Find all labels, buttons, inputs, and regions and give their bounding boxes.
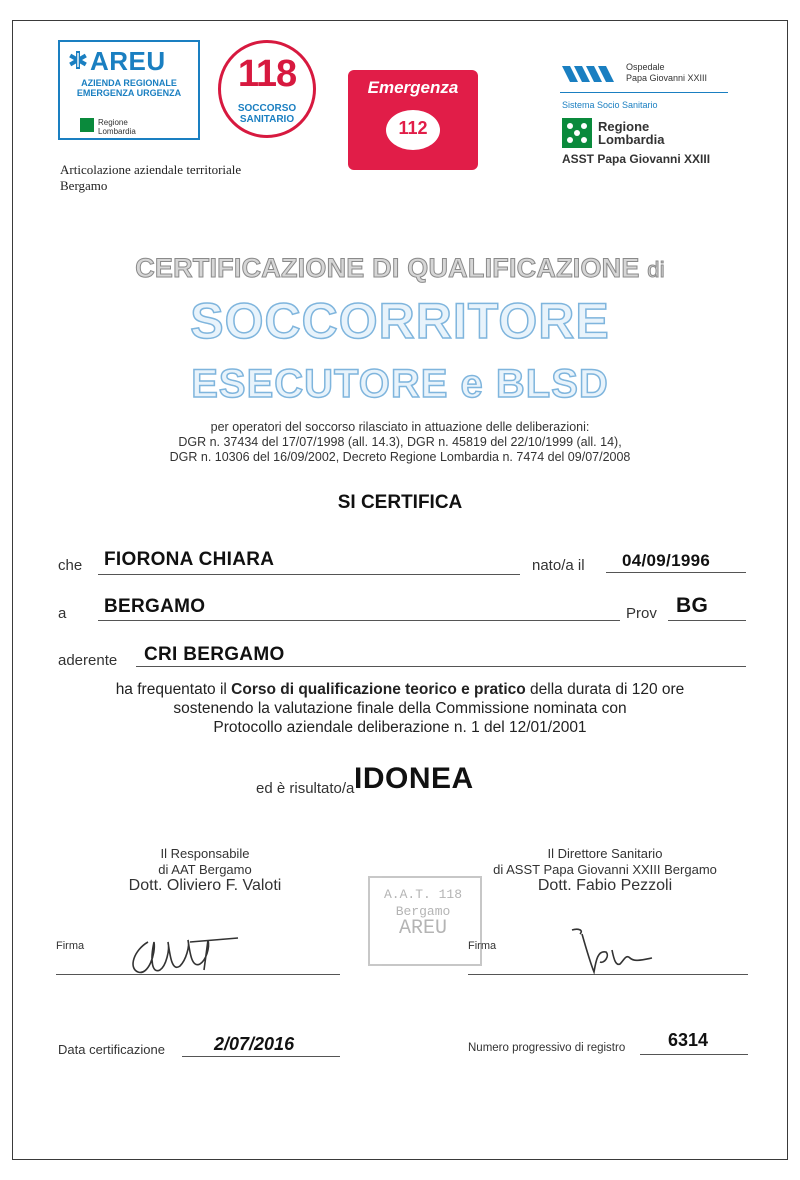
si-certifica-heading: SI CERTIFICA [337,492,463,513]
logo-118-line2: SANITARIO [239,114,295,125]
asst-label: ASST Papa Giovanni XXIII [562,152,711,166]
course-line2: sostenendo la valutazione finale della Commissione nominata con [173,700,627,717]
stamp-line1: A.A.T. 118 [383,887,462,902]
areu-logo [58,40,200,140]
areu-subtitle-line1: AZIENDA REGIONALE [81,78,177,88]
name-value: FIORONA CHIARA [104,549,275,570]
data-underline [182,1056,340,1057]
course-description [60,680,740,737]
aderente-value: CRI BERGAMO [144,644,285,665]
data-certificazione-label: Data certificazione [58,1042,165,1057]
stamp-line2: Bergamo [395,904,451,919]
ospedale-line2: Papa Giovanni XXIII [626,73,708,83]
certificate-title [0,253,800,284]
logo-118-number: 118 [237,53,297,95]
articolazione-text [60,162,241,194]
star-of-life-icon [68,50,88,70]
course-line3: Protocollo aziendale deliberazione n. 1 del 12/01/2001 [213,719,587,736]
result-value: IDONEA [354,762,474,795]
firma-label-right: Firma [468,940,497,952]
description [60,420,740,465]
emergenza-112-logo [348,70,478,170]
areu-title: AREU [90,46,166,76]
course-duration: della durata di 120 ore [525,681,685,698]
logo-118-line1: SOCCORSO [237,103,297,114]
aderente-underline [136,666,746,667]
signatory-role: Il Direttore Sanitario [547,846,663,861]
signatory-org: di AAT Bergamo [158,862,252,877]
birthdate-value: 04/09/1996 [622,551,711,570]
signatory-name: Dott. Fabio Pezzoli [537,877,673,894]
signatory-role: Il Responsabile [160,846,250,861]
title-soccorritore: SOCCORRITORE [190,293,610,349]
handwritten-signature-right [560,920,670,980]
aderente-label: aderente [58,652,118,669]
data-certificazione-value: 2/07/2016 [214,1034,295,1054]
signatory-name: Dott. Oliviero F. Valoti [128,877,282,894]
birthdate-underline [606,572,746,573]
areu-subtitle [64,78,194,98]
areu-subtitle-line2: EMERGENZA URGENZA [76,88,182,98]
official-stamp [368,876,482,966]
regione-lombardia-text [598,120,664,146]
prov-value: BG [676,594,709,617]
emergenza-title: Emergenza [367,78,459,97]
articolazione-line2: Bergamo [60,178,108,193]
nato-label: nato/a il [532,557,585,574]
birthplace-underline [98,620,620,621]
result-label: ed è risultato/a [256,780,355,797]
lombardia-line: Lombardia [598,132,665,147]
che-label: che [58,557,83,574]
description-line: DGR n. 37434 del 17/07/1998 (all. 14.3), DGR n. 45819 del 22/10/1999 (all. 14), [178,435,622,449]
handwritten-signature-left [120,920,250,980]
registro-label: Numero progressivo di registro [468,1042,626,1054]
ospedale-label [626,62,707,84]
prov-label: Prov [626,605,657,622]
course-line1 [60,680,740,699]
a-label: a [58,605,67,622]
title-esecutore: ESECUTORE e BLSD [191,362,609,406]
regione-line: Regione [98,118,128,127]
logo-118-subtitle [221,103,313,125]
title-suffix: di [647,257,665,282]
stamp-line3: AREU [398,917,447,940]
regione-lombardia-label [98,118,136,136]
divider [560,92,728,93]
ospedale-line1: Ospedale [626,62,665,72]
ospedale-logo-icon [562,66,622,82]
right-signatory [460,846,750,894]
course-text: ha frequentato il [115,681,232,698]
course-name: Corso di qualificazione teorico e pratico [231,681,526,698]
sistema-socio-sanitario: Sistema Socio Sanitario [562,100,658,110]
regione-line: Regione [598,119,650,134]
description-line: DGR n. 10306 del 16/09/2002, Decreto Regione Lombardia n. 7474 del 09/07/2008 [169,450,631,464]
emergenza-number: 112 [398,118,428,138]
firma-label-left: Firma [56,940,85,952]
articolazione-line1: Articolazione aziendale territoriale [60,162,242,177]
left-signatory [60,846,350,894]
stamp-text [370,886,476,940]
description-line: per operatori del soccorso rilasciato in attuazione delle deliberazioni: [210,420,590,434]
prov-underline [668,620,746,621]
title-line1: CERTIFICAZIONE DI QUALIFICAZIONE [135,253,640,283]
signatory-org: di ASST Papa Giovanni XXIII Bergamo [493,862,717,877]
soccorso-118-logo [218,40,316,138]
name-underline [98,574,520,575]
regione-lombardia-icon [80,118,94,132]
registro-value: 6314 [668,1030,709,1050]
registro-underline [640,1054,748,1055]
regione-lombardia-rose-icon [562,118,592,148]
birthplace-value: BERGAMO [104,596,206,617]
lombardia-line: Lombardia [98,127,136,136]
